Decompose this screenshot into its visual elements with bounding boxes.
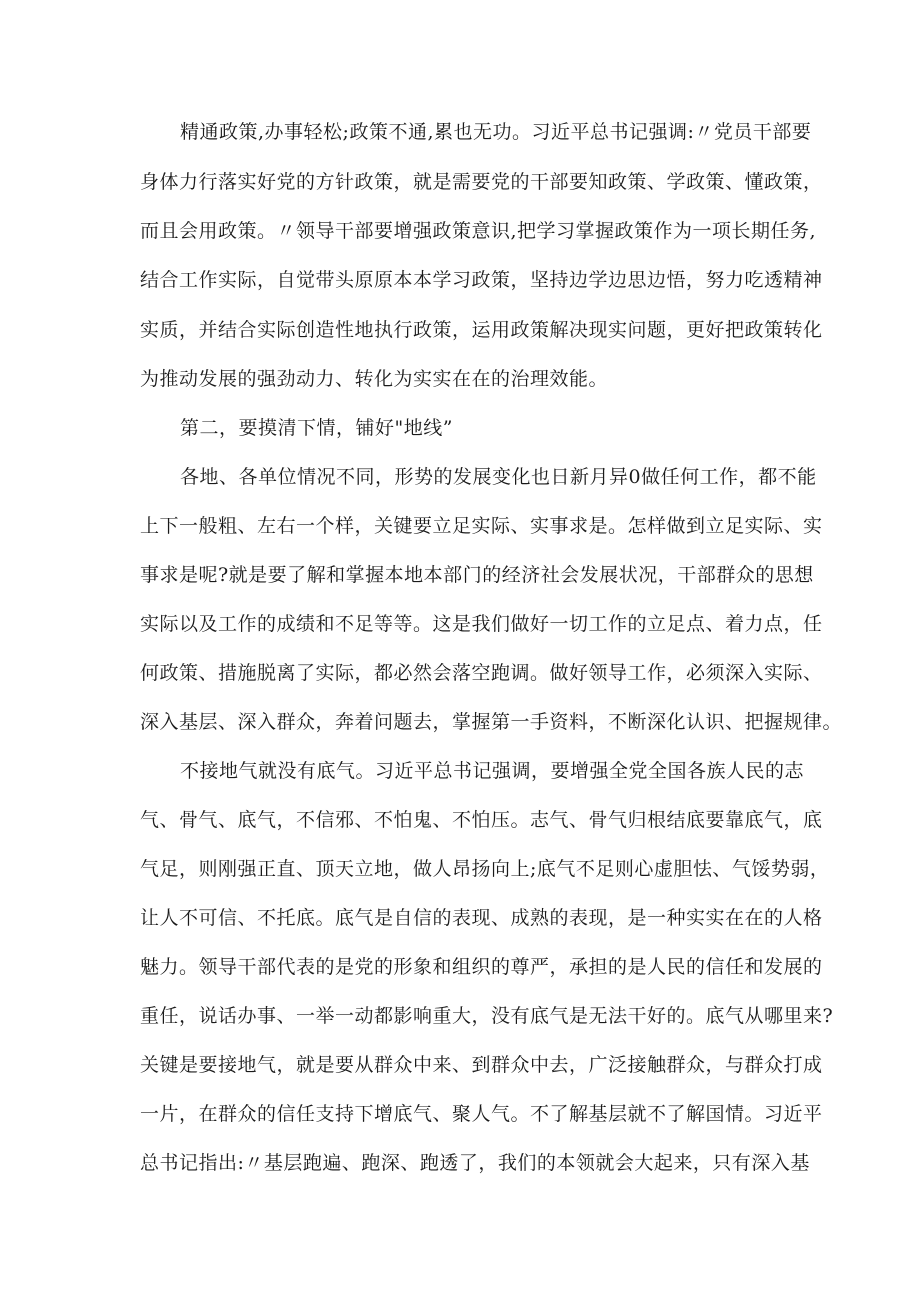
paragraph-2-line-1: 各地、各单位情况不同，形势的发展变化也日新月异0做任何工作，都不能 [180, 466, 817, 488]
paragraph-1-line-1: 精通政策,办事轻松;政策不通,累也无功。习近平总书记强调:〃党员干部要 [180, 121, 812, 143]
paragraph-3-line-6: 重任，说话办事、一举一动都影响重大，没有底气是无法干好的。底气从哪里来? [140, 1005, 834, 1027]
paragraph-2-line-2: 上下一般粗、左右一个样，关键要立足实际、实事求是。怎样做到立足实际、实 [140, 515, 823, 537]
paragraph-3-line-8: 一片，在群众的信任支持下增底气、聚人气。不了解基层就不了解国情。习近平 [140, 1103, 823, 1125]
paragraph-1-line-3: 而且会用政策。〃领导干部要增强政策意识,把学习掌握政策作为一项长期任务, [140, 220, 817, 242]
paragraph-3-line-2: 气、骨气、底气，不信邪、不怕鬼、不怕压。志气、骨气归根结底要靠底气，底 [140, 809, 823, 831]
paragraph-2-line-4: 实际以及工作的成绩和不足等等。这是我们做好一切工作的立足点、着力点，任 [140, 613, 823, 635]
paragraph-3-line-7: 关键是要接地气，就是要从群众中来、到群众中去，广泛接触群众，与群众打成 [140, 1054, 823, 1076]
paragraph-2-line-3: 事求是呢?就是要了解和掌握本地本部门的经济社会发展状况，干部群众的思想 [140, 564, 814, 586]
paragraph-3-line-4: 让人不可信、不托底。底气是自信的表现、成熟的表现，是一种实实在在的人格 [140, 907, 823, 929]
paragraph-3-line-5: 魅力。领导干部代表的是党的形象和组织的尊严，承担的是人民的信任和发展的 [140, 956, 823, 978]
paragraph-1-line-6: 为推动发展的强劲动力、转化为实实在在的治理效能。 [140, 368, 609, 390]
section-heading: 第二，要摸清下情，铺好"地线” [180, 417, 453, 439]
paragraph-2-line-6: 深入基层、深入群众，奔着问题去，掌握第一手资料，不断深化认识、把握规律。 [140, 711, 843, 733]
paragraph-3-line-1: 不接地气就没有底气。习近平总书记强调，要增强全党全国各族人民的志 [180, 760, 805, 782]
paragraph-3-line-3: 气足，则刚强正直、顶天立地，做人昂扬向上;底气不足则心虚胆怯、气馁势弱， [140, 858, 830, 880]
paragraph-3-line-9: 总书记指出:〃基层跑遍、跑深、跑透了，我们的本领就会大起来，只有深入基 [140, 1152, 810, 1174]
paragraph-1-line-2: 身体力行落实好党的方针政策，就是需要党的干部要知政策、学政策、懂政策， [140, 171, 823, 193]
paragraph-2-line-5: 何政策、措施脱离了实际，都必然会落空跑调。做好领导工作，必须深入实际、 [140, 662, 823, 684]
paragraph-1-line-4: 结合工作实际，自觉带头原原本本学习政策，坚持边学边思边悟，努力吃透精神 [140, 269, 823, 291]
paragraph-1-line-5: 实质，并结合实际创造性地执行政策，运用政策解决现实问题，更好把政策转化 [140, 319, 823, 341]
